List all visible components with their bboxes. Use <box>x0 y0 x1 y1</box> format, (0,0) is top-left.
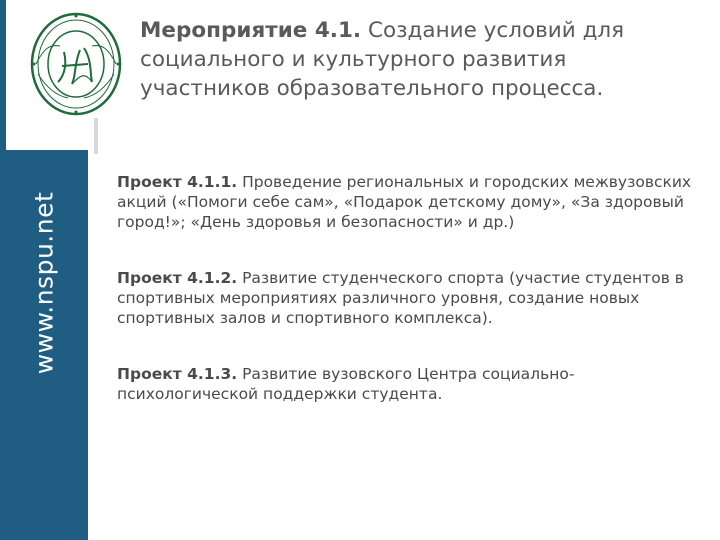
university-seal-icon <box>26 8 126 118</box>
title-prefix: Мероприятие 4.1. <box>140 18 362 43</box>
project-list <box>117 172 692 404</box>
page-title <box>140 16 700 103</box>
project-id: Проект 4.1.2. <box>117 269 238 287</box>
project-item-3 <box>117 364 692 404</box>
project-id: Проект 4.1.3. <box>117 365 238 383</box>
project-item-1 <box>117 172 692 232</box>
project-item-2 <box>117 268 692 328</box>
project-text: Развитие вузовского Центра социально-психологической поддержки студента. <box>117 365 575 403</box>
logo-panel <box>6 0 134 150</box>
project-text: Проведение региональных и городских межвузовских акций («Помоги себе сам», «Подарок детскому дому», «За здоровый город!»; «День здоровья и безопасности» и др.) <box>117 173 692 231</box>
title-text: Создание условий для социального и культурного развития участников образовательного процесса. <box>140 18 625 101</box>
logo-panel-shadow <box>94 118 98 154</box>
project-text: Развитие студенческого спорта (участие студентов в спортивных мероприятиях различного уровня, создание новых спортивных залов и спортивного комплекса). <box>117 269 684 327</box>
sidebar-url: www.nspu.net <box>29 191 59 375</box>
project-id: Проект 4.1.1. <box>117 173 238 191</box>
